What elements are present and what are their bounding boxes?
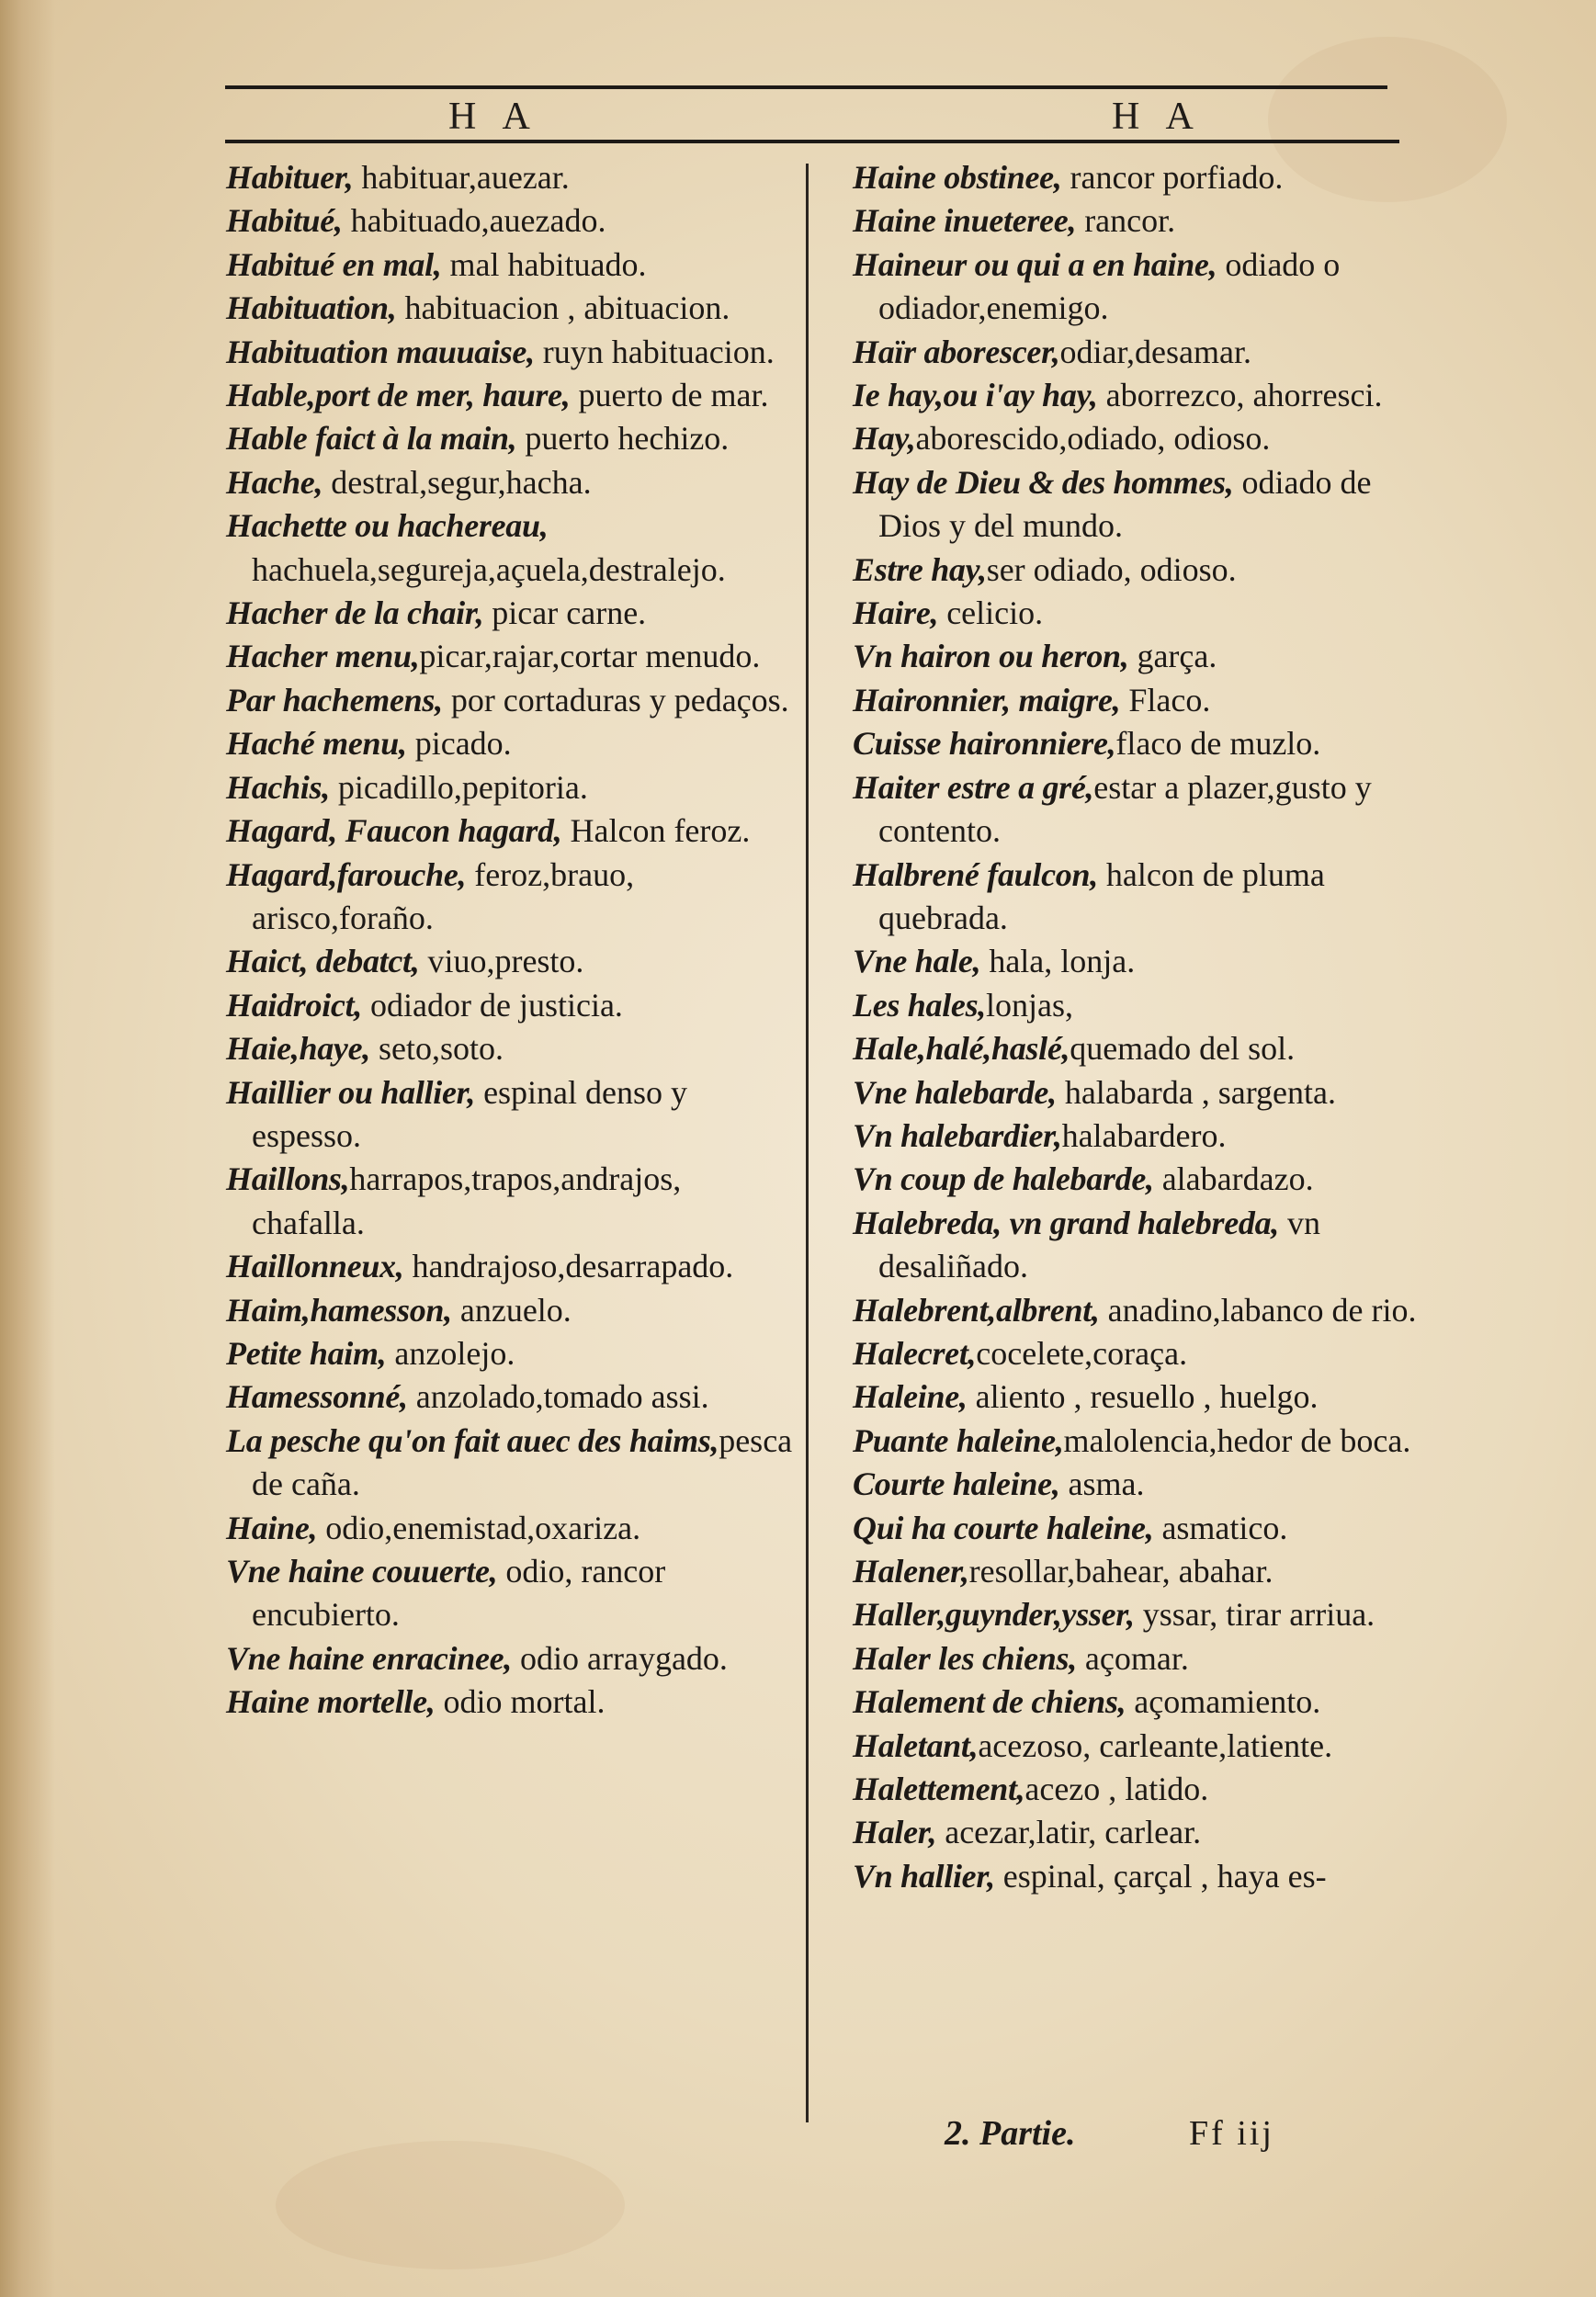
- entry-definition: puerto hechizo.: [516, 420, 730, 458]
- dictionary-entry: [226, 1245, 794, 1288]
- entry-headword: Hachis,: [226, 768, 330, 806]
- entry-headword: Haiter estre a gré,: [853, 768, 1094, 806]
- dictionary-entry: [226, 331, 794, 374]
- entry-headword: Hachette ou hachereau,: [226, 507, 549, 545]
- dictionary-entry: [853, 854, 1418, 941]
- entry-definition: açomar.: [1076, 1639, 1189, 1677]
- dictionary-entry: [853, 1725, 1418, 1768]
- entry-headword: Halener,: [853, 1553, 969, 1590]
- entry-headword: Cuisse haironniere,: [853, 725, 1116, 763]
- dictionary-entry: [853, 1680, 1418, 1724]
- entry-headword: Habitué en mal,: [226, 245, 442, 283]
- entry-definition: acezar,latir, carlear.: [936, 1814, 1202, 1851]
- entry-headword: Hamessonné,: [226, 1378, 408, 1416]
- entry-headword: Halecret,: [853, 1334, 977, 1372]
- dictionary-entry: [226, 722, 794, 765]
- entry-definition: rancor porfiado.: [1061, 159, 1284, 196]
- entry-headword: Haineur ou qui a en haine,: [853, 245, 1217, 283]
- dictionary-entry: [853, 331, 1418, 374]
- entry-definition: picadillo,pepitoria.: [329, 768, 588, 806]
- entry-headword: Haletant,: [853, 1726, 979, 1764]
- dictionary-entry: [226, 1420, 794, 1507]
- running-head-left: H A: [448, 96, 539, 138]
- entry-definition: picar,rajar,cortar menudo.: [419, 638, 761, 675]
- entry-definition: handrajoso,desarrapado.: [403, 1248, 734, 1285]
- entry-definition: pesca de caña.: [252, 1421, 793, 1503]
- entry-definition: odio,enemistad,oxariza.: [317, 1509, 641, 1546]
- entry-headword: Hable faict à la main,: [226, 420, 517, 458]
- entry-headword: Par hachemens,: [226, 681, 443, 719]
- entry-definition: estar a plazer,gusto y contento.: [878, 768, 1372, 850]
- dictionary-entry: [853, 679, 1418, 722]
- entry-headword: Haler les chiens,: [853, 1639, 1077, 1677]
- entry-headword: Halebrent,albrent,: [853, 1291, 1100, 1329]
- entry-headword: Petite haim,: [226, 1334, 387, 1372]
- dictionary-entry: [226, 1375, 794, 1419]
- dictionary-entry: [226, 984, 794, 1027]
- entry-headword: Haillonneux,: [226, 1248, 404, 1285]
- entry-definition: odiado o odiador,enemigo.: [878, 245, 1341, 327]
- entry-definition: aborescido,odiado, odioso.: [915, 420, 1271, 458]
- dictionary-entry: [226, 417, 794, 460]
- entry-definition: anzuelo.: [451, 1291, 572, 1329]
- entry-headword: Haché menu,: [226, 725, 407, 763]
- dictionary-entry: [853, 374, 1418, 417]
- dictionary-entry: [853, 461, 1418, 549]
- dictionary-entry: [853, 417, 1418, 460]
- dictionary-entry: [853, 1332, 1418, 1375]
- entry-headword: Halebreda, vn grand halebreda,: [853, 1204, 1279, 1241]
- entry-definition: yssar, tirar arriua.: [1134, 1596, 1375, 1634]
- entry-headword: Vn halebardier,: [853, 1116, 1062, 1154]
- entry-definition: flaco de muzlo.: [1115, 725, 1321, 763]
- entry-headword: Vne halebarde,: [853, 1073, 1057, 1111]
- entry-definition: aliento , resuello , huelgo.: [967, 1378, 1319, 1416]
- entry-definition: odiador de justicia.: [362, 986, 623, 1024]
- right-column: [853, 156, 1418, 1898]
- dictionary-entry: [853, 722, 1418, 765]
- entry-definition: odio mortal.: [435, 1683, 606, 1721]
- entry-definition: habituado,auezado.: [342, 202, 606, 240]
- entry-definition: ruyn habituacion.: [534, 333, 775, 370]
- dictionary-entry: [226, 809, 794, 853]
- entry-headword: Hay de Dieu & des hommes,: [853, 463, 1234, 501]
- entry-definition: anzolejo.: [386, 1334, 515, 1372]
- paper-stain: [276, 2141, 625, 2269]
- dictionary-entry: [853, 1027, 1418, 1070]
- dictionary-entry: [853, 1768, 1418, 1811]
- entry-definition: hachuela,segureja,açuela,destralejo.: [252, 550, 726, 588]
- entry-definition: asmatico.: [1153, 1509, 1288, 1546]
- entry-headword: Habituer,: [226, 159, 354, 196]
- dictionary-entry: [853, 199, 1418, 243]
- footer-part-label: 2. Partie.: [945, 2114, 1076, 2153]
- entry-headword: Hay,: [853, 420, 916, 458]
- dictionary-entry: [226, 854, 794, 941]
- entry-definition: viuo,presto.: [419, 943, 584, 980]
- entry-headword: Haillier ou hallier,: [226, 1073, 476, 1111]
- entry-headword: Ie hay,ou i'ay hay,: [853, 377, 1098, 414]
- dictionary-entry: [226, 1071, 794, 1159]
- entry-definition: mal habituado.: [441, 245, 647, 283]
- dictionary-entry: [853, 1071, 1418, 1115]
- dictionary-entry: [853, 1637, 1418, 1680]
- entry-definition: ser odiado, odioso.: [986, 550, 1237, 588]
- dictionary-entry: [226, 940, 794, 983]
- dictionary-entry: [853, 1811, 1418, 1854]
- entry-definition: habituacion , abituacion.: [396, 289, 730, 327]
- entry-headword: Hache,: [226, 463, 323, 501]
- dictionary-entry: [853, 1115, 1418, 1158]
- entry-definition: puerto de mar.: [570, 377, 769, 414]
- entry-headword: Vn hairon ou heron,: [853, 638, 1129, 675]
- entry-headword: Haict, debatct,: [226, 943, 420, 980]
- dictionary-entry: [853, 1202, 1418, 1289]
- entry-definition: halabarda , sargenta.: [1056, 1073, 1337, 1111]
- dictionary-entry: [226, 766, 794, 809]
- entry-headword: Haie,haye,: [226, 1030, 370, 1068]
- entry-definition: hala, lonja.: [980, 943, 1136, 980]
- entry-definition: por cortaduras y pedaços.: [442, 681, 789, 719]
- dictionary-entry: [853, 549, 1418, 592]
- entry-headword: Haine obstinee,: [853, 159, 1062, 196]
- entry-definition: quemado del sol.: [1070, 1030, 1296, 1068]
- entry-definition: picar carne.: [483, 594, 647, 632]
- entry-definition: alabardazo.: [1153, 1160, 1314, 1198]
- entry-definition: Halcon feroz.: [561, 812, 751, 850]
- dictionary-entry: [853, 1420, 1418, 1463]
- entry-definition: resollar,bahear, abahar.: [968, 1553, 1273, 1590]
- entry-definition: espinal, çarçal , haya es-: [994, 1857, 1327, 1895]
- entry-definition: destral,segur,hacha.: [323, 463, 592, 501]
- dictionary-entry: [853, 1463, 1418, 1506]
- dictionary-entry: [226, 679, 794, 722]
- entry-headword: Hable,port de mer, haure,: [226, 377, 571, 414]
- entry-headword: La pesche qu'on fait auec des haims,: [226, 1421, 719, 1459]
- dictionary-entry: [226, 1027, 794, 1070]
- dictionary-entry: [853, 1507, 1418, 1550]
- dictionary-entry: [226, 1637, 794, 1680]
- page-footer: [945, 2113, 1358, 2154]
- dictionary-entry: [853, 156, 1418, 199]
- entry-headword: Habituation mauuaise,: [226, 333, 535, 370]
- dictionary-entry: [226, 1680, 794, 1724]
- entry-definition: odiar,desamar.: [1059, 333, 1251, 370]
- entry-headword: Habitué,: [226, 202, 343, 240]
- entry-definition: asma.: [1059, 1465, 1145, 1503]
- entry-headword: Habituation,: [226, 289, 397, 327]
- entry-definition: açomamiento.: [1126, 1683, 1321, 1721]
- entry-headword: Les hales,: [853, 986, 986, 1024]
- dictionary-entry: [853, 1158, 1418, 1201]
- entry-headword: Haire,: [853, 594, 939, 632]
- entry-headword: Haillons,: [226, 1160, 350, 1198]
- entry-definition: seto,soto.: [369, 1030, 504, 1068]
- entry-headword: Haller,guynder,ysser,: [853, 1596, 1135, 1634]
- dictionary-entry: [226, 1289, 794, 1332]
- entry-definition: feroz,brauo, arisco,foraño.: [252, 855, 635, 936]
- dictionary-entry: [226, 1332, 794, 1375]
- dictionary-entry: [226, 1550, 794, 1637]
- entry-headword: Halement de chiens,: [853, 1683, 1126, 1721]
- entry-definition: lonjas,: [986, 986, 1073, 1024]
- entry-headword: Halbrené faulcon,: [853, 855, 1098, 893]
- header-rule: [225, 140, 1399, 143]
- entry-definition: garça.: [1128, 638, 1217, 675]
- entry-headword: Haidroict,: [226, 986, 362, 1024]
- dictionary-entry: [226, 156, 794, 199]
- entry-headword: Hacher menu,: [226, 638, 420, 675]
- running-head-right: H A: [1112, 96, 1203, 138]
- dictionary-entry: [853, 1550, 1418, 1593]
- entry-headword: Haim,hamesson,: [226, 1291, 452, 1329]
- dictionary-entry: [226, 287, 794, 330]
- dictionary-entry: [853, 766, 1418, 854]
- entry-definition: aborrezco, ahorresci.: [1097, 377, 1383, 414]
- entry-definition: odio, rancor encubierto.: [252, 1553, 666, 1634]
- entry-headword: Hacher de la chair,: [226, 594, 484, 632]
- left-column: [226, 156, 794, 1725]
- entry-definition: acezoso, carleante,latiente.: [978, 1726, 1333, 1764]
- dictionary-entry: [226, 374, 794, 417]
- dictionary-entry: [853, 1855, 1418, 1898]
- dictionary-entry: [853, 1289, 1418, 1332]
- column-divider: [806, 164, 809, 2122]
- dictionary-entry: [853, 940, 1418, 983]
- entry-definition: anadino,labanco de rio.: [1099, 1291, 1417, 1329]
- entry-headword: Hale,halé,haslé,: [853, 1030, 1070, 1068]
- dictionary-entry: [226, 199, 794, 243]
- entry-definition: malolencia,hedor de boca.: [1063, 1421, 1411, 1459]
- entry-headword: Courte haleine,: [853, 1465, 1060, 1503]
- entry-headword: Haine,: [226, 1509, 318, 1546]
- entry-definition: harrapos,trapos,andrajos, chafalla.: [252, 1160, 682, 1241]
- dictionary-entry: [853, 984, 1418, 1027]
- entry-definition: acezo , latido.: [1024, 1771, 1209, 1808]
- entry-headword: Hagard,farouche,: [226, 855, 467, 893]
- dictionary-entry: [853, 243, 1418, 331]
- entry-headword: Vn coup de halebarde,: [853, 1160, 1154, 1198]
- entry-headword: Hagard, Faucon hagard,: [226, 812, 562, 850]
- dictionary-entry: [853, 1593, 1418, 1636]
- dictionary-entry: [226, 1507, 794, 1550]
- entry-definition: habituar,auezar.: [353, 159, 570, 196]
- entry-headword: Qui ha courte haleine,: [853, 1509, 1154, 1546]
- footer-signature: Ff iij: [1189, 2114, 1274, 2153]
- dictionary-entry: [226, 635, 794, 678]
- entry-headword: Vne hale,: [853, 943, 981, 980]
- dictionary-entry: [853, 1375, 1418, 1419]
- entry-definition: odiado de Dios y del mundo.: [878, 463, 1372, 545]
- entry-headword: Vne haine couuerte,: [226, 1553, 498, 1590]
- entry-definition: cocelete,coraça.: [976, 1334, 1188, 1372]
- entry-definition: celicio.: [938, 594, 1044, 632]
- entry-definition: vn desaliñado.: [878, 1204, 1320, 1285]
- entry-headword: Vn hallier,: [853, 1857, 995, 1895]
- dictionary-entry: [226, 592, 794, 635]
- entry-headword: Haine mortelle,: [226, 1683, 436, 1721]
- entry-headword: Haine inueteree,: [853, 202, 1077, 240]
- entry-headword: Haler,: [853, 1814, 937, 1851]
- entry-definition: picado.: [406, 725, 512, 763]
- dictionary-entry: [226, 461, 794, 504]
- entry-headword: Haïr aborescer,: [853, 333, 1060, 370]
- entry-headword: Haironnier, maigre,: [853, 681, 1121, 719]
- entry-definition: anzolado,tomado assi.: [407, 1378, 709, 1416]
- entry-headword: Estre hay,: [853, 550, 987, 588]
- dictionary-entry: [226, 243, 794, 287]
- entry-definition: odio arraygado.: [512, 1639, 728, 1677]
- entry-definition: Flaco.: [1120, 681, 1211, 719]
- entry-definition: espinal denso y espesso.: [252, 1073, 688, 1154]
- entry-headword: Puante haleine,: [853, 1421, 1064, 1459]
- dictionary-entry: [853, 635, 1418, 678]
- entry-definition: halcon de pluma quebrada.: [878, 855, 1325, 936]
- entry-headword: Halettement,: [853, 1771, 1025, 1808]
- page-gutter-shadow: [0, 0, 55, 2297]
- entry-definition: halabardero.: [1061, 1116, 1227, 1154]
- entry-headword: Vne haine enracinee,: [226, 1639, 513, 1677]
- entry-headword: Haleine,: [853, 1378, 968, 1416]
- dictionary-entry: [226, 1158, 794, 1245]
- entry-definition: rancor.: [1076, 202, 1176, 240]
- top-rule: [225, 85, 1387, 89]
- dictionary-entry: [226, 504, 794, 592]
- dictionary-entry: [853, 592, 1418, 635]
